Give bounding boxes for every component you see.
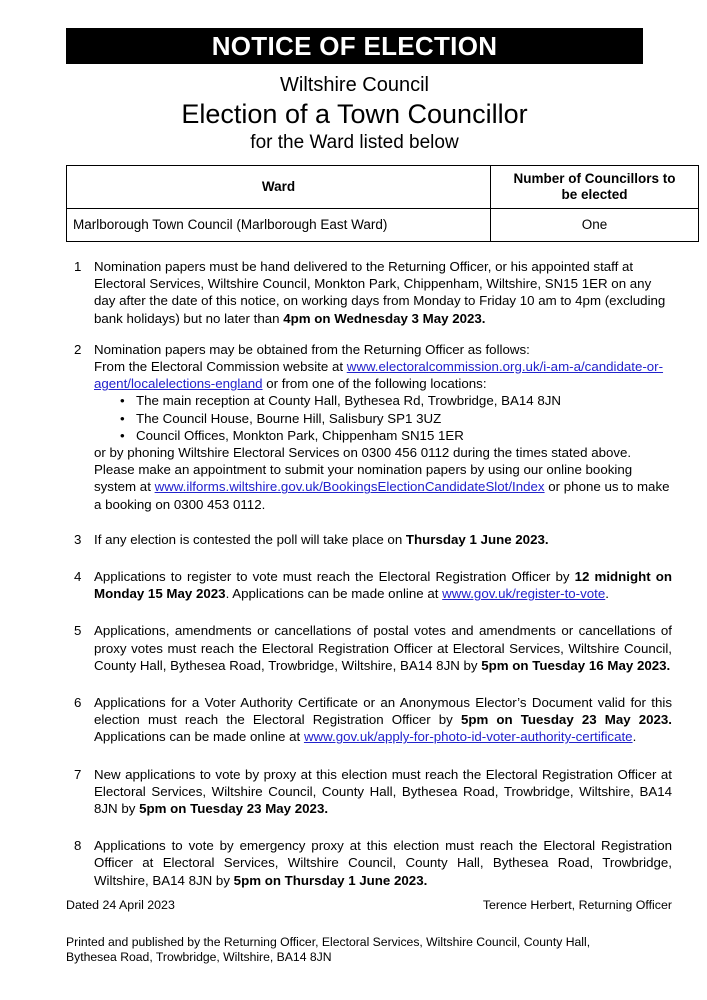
clause-8 xyxy=(66,837,672,889)
clause-8-text: Applications to vote by emergency proxy at this election must reach the Electoral Registration Officer at Electoral Services, Wiltshire Council, County Hall, Bythesea Road, Trowbridge, Wiltshire, BA14 8JN by xyxy=(94,838,672,888)
clause-7-text: New applications to vote by proxy at this election must reach the Electoral Registration Officer at Electoral Services, Wiltshire Council, County Hall, Bythesea Road, Trowbridge, Wiltshire, BA14 8JN by xyxy=(94,766,672,817)
clause-text xyxy=(94,568,672,602)
list-item: • Council Offices, Monkton Park, Chippenham SN15 1ER xyxy=(120,427,672,444)
clause-1-text: Nomination papers must be hand delivered to the Returning Officer, or his appointed staff at Electoral Services, Wiltshire Council, Monkton Park, Chippenham, Wiltshire, SN15 1ER on any day after the date of this notice, on working days from Monday to Friday 10 am to 4pm (excluding bank holidays) but no later than xyxy=(94,259,666,326)
clause-text xyxy=(94,837,672,889)
voter-authority-certificate-link[interactable]: www.gov.uk/apply-for-photo-id-voter-authority-certificate xyxy=(303,729,633,745)
clause-6 xyxy=(66,694,672,746)
column-header-number xyxy=(491,166,699,209)
electoral-commission-link[interactable]: www.electoralcommission.org.uk/i-am-a/candidate-or-agent/localelections-england xyxy=(94,359,664,392)
clause-list xyxy=(66,258,672,889)
council-name: Wiltshire Council xyxy=(280,74,429,96)
clause-2-prefix: From the Electoral Commission website at xyxy=(94,359,347,375)
clause-number: 1 xyxy=(74,259,82,274)
column-header-number-line1: Number of Councillors to xyxy=(513,171,676,186)
clause-1-deadline: 4pm on Wednesday 3 May 2023. xyxy=(283,310,486,326)
clause-6-text: Applications for a Voter Authority Certificate or an Anonymous Elector’s Document valid for this election must reach the Electoral Registration Officer by xyxy=(94,695,672,728)
notice-title-banner: NOTICE OF ELECTION xyxy=(66,28,643,64)
column-header-ward: Ward xyxy=(67,166,491,209)
column-header-number-line2: be elected xyxy=(561,187,628,202)
nomination-locations-list xyxy=(94,392,672,444)
clause-6-text3: . xyxy=(632,729,637,745)
clause-text xyxy=(94,766,672,818)
document-content xyxy=(66,28,676,966)
clause-text xyxy=(94,258,672,327)
clause-number: 6 xyxy=(74,695,82,711)
clause-text xyxy=(94,694,672,746)
clause-2-tail xyxy=(94,444,672,513)
ward-table xyxy=(66,165,699,242)
clause-3-poll-date: Thursday 1 June 2023. xyxy=(405,531,549,547)
table-header-row xyxy=(67,166,699,209)
clause-4-text2: . Applications can be made online at xyxy=(225,586,443,602)
clause-7-deadline: 5pm on Tuesday 23 May 2023. xyxy=(139,801,329,817)
clause-text xyxy=(94,622,672,674)
returning-officer-name: Terence Herbert, Returning Officer xyxy=(482,897,672,912)
clause-3-text: If any election is contested the poll will take place on xyxy=(94,531,406,547)
clause-text xyxy=(94,531,672,548)
clause-number: 2 xyxy=(74,341,82,357)
dated-label: Dated 24 April 2023 xyxy=(66,897,175,912)
clause-4-text: Applications to register to vote must reach the Electoral Registration Officer by xyxy=(94,569,575,585)
cell-councillor-count: One xyxy=(491,209,699,242)
clause-number: 7 xyxy=(74,766,82,782)
clause-1 xyxy=(66,258,672,327)
clause-2-line1: Nomination papers may be obtained from the Returning Officer as follows: xyxy=(94,341,530,357)
publisher-note: Printed and published by the Returning Officer, Electoral Services, Wiltshire Council, County Hall, Bythesea Road, Trowbridge, Wiltshire, BA14 8JN xyxy=(66,934,591,965)
clause-2-line2 xyxy=(94,358,672,392)
clause-4-deadline: 12 midnight on Monday 15 May 2023 xyxy=(94,569,672,602)
table-row xyxy=(67,209,699,242)
signature-row xyxy=(66,897,672,913)
clause-5-text: Applications, amendments or cancellations of postal votes and amendments or cancellations of proxy votes must reach the Electoral Registration Officer at Electoral Services, Wiltshire Council, County Hall, Bythesea Road, Trowbridge, Wiltshire, BA14 8JN by xyxy=(94,623,672,673)
list-item: • The main reception at County Hall, Bythesea Rd, Trowbridge, BA14 8JN xyxy=(120,392,672,409)
clause-3 xyxy=(66,531,672,548)
cell-ward-name: Marlborough Town Council (Marlborough East Ward) xyxy=(67,209,491,242)
ward-subtitle: for the Ward listed below xyxy=(250,132,459,153)
clause-number: 3 xyxy=(74,531,82,547)
clause-2 xyxy=(66,341,672,513)
clause-2-suffix: or from one of the following locations: xyxy=(262,376,487,392)
clause-5 xyxy=(66,622,672,674)
page-title: Election of a Town Councillor xyxy=(181,99,528,129)
clause-5-deadline: 5pm on Tuesday 16 May 2023. xyxy=(481,657,671,673)
clause-2-tail-prefix: or by phoning Wiltshire Electoral Services on 0300 456 0112 during the times stated above. Please make an appointment to submit your nomination papers by using our online booking system at xyxy=(94,445,633,495)
clause-2-tail-suffix: or phone us to make a booking on 0300 453 0112. xyxy=(94,479,670,512)
clause-4 xyxy=(66,568,672,602)
clause-7 xyxy=(66,766,672,818)
clause-8-deadline: 5pm on Thursday 1 June 2023. xyxy=(233,872,428,888)
clause-number: 8 xyxy=(74,838,82,854)
clause-6-text2: Applications can be made online at xyxy=(94,729,304,745)
booking-system-link[interactable]: www.ilforms.wiltshire.gov.uk/BookingsElectionCandidateSlot/Index xyxy=(154,479,545,495)
clause-6-deadline: 5pm on Tuesday 23 May 2023. xyxy=(460,712,672,728)
clause-number: 4 xyxy=(74,569,82,585)
clause-number: 5 xyxy=(74,623,82,639)
clause-4-text3: . xyxy=(605,586,609,602)
register-to-vote-link[interactable]: www.gov.uk/register-to-vote xyxy=(442,586,606,602)
list-item: • The Council House, Bourne Hill, Salisbury SP1 3UZ xyxy=(120,410,672,427)
